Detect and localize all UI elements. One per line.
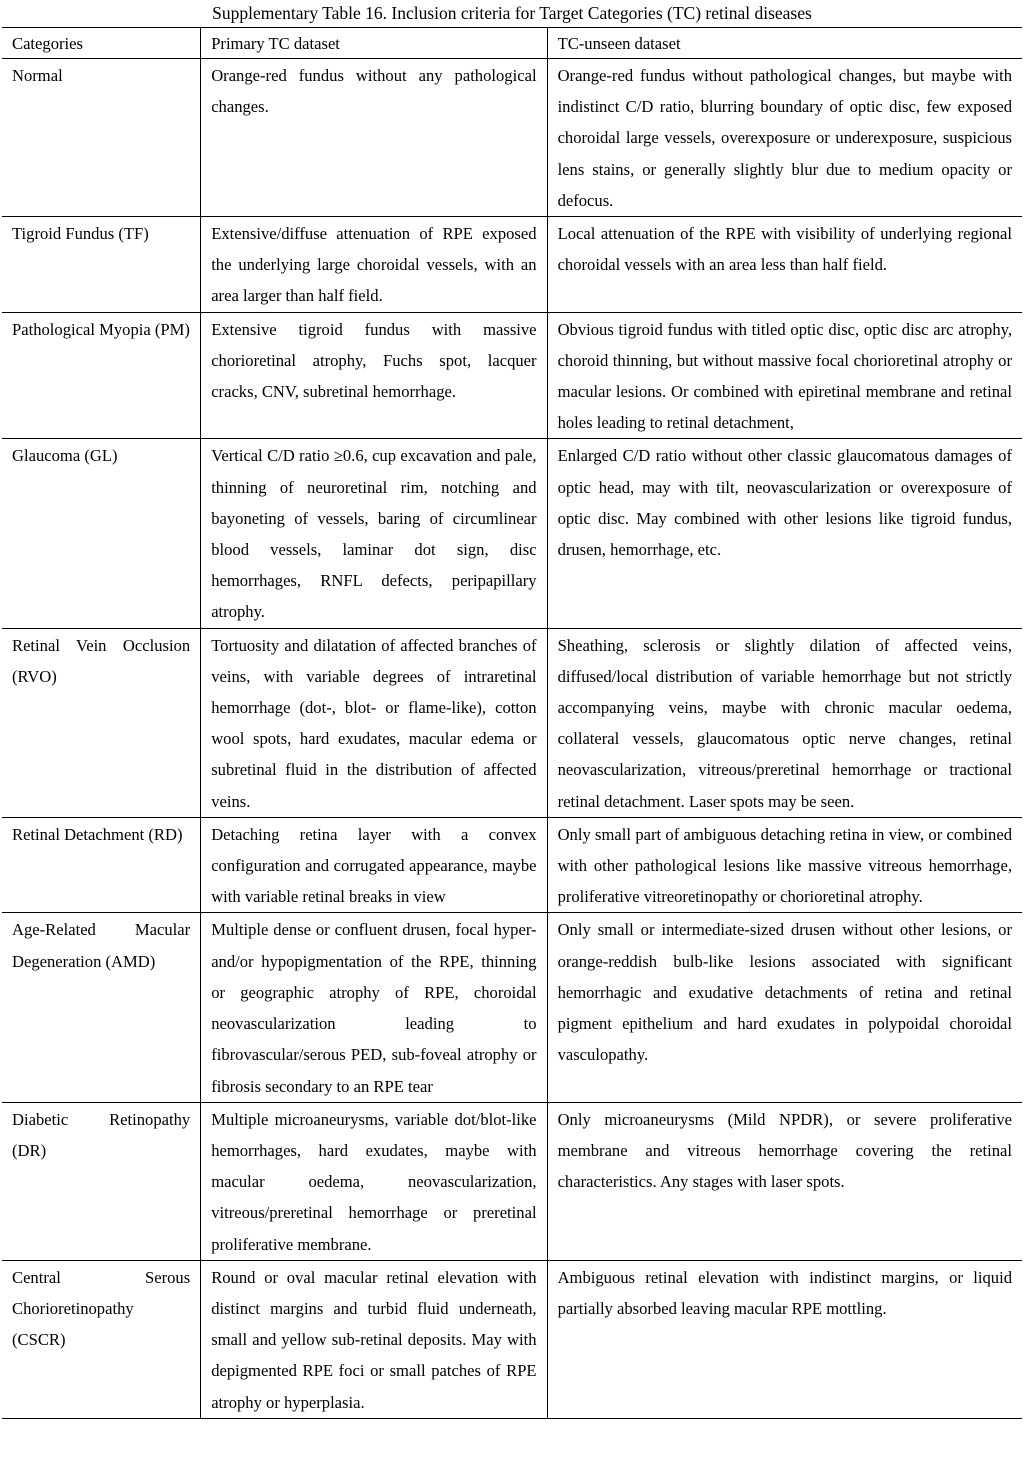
primary-criteria-cell: Detaching retina layer with a convex configuration and corrugated appearance, maybe with variable retinal breaks in view	[201, 817, 547, 913]
primary-criteria-cell: Orange-red fundus without any pathological changes.	[201, 59, 547, 217]
table-header-row	[2, 28, 1022, 59]
category-cell: Pathological Myopia (PM)	[2, 312, 201, 439]
table-row	[2, 439, 1022, 628]
primary-criteria-cell: Multiple dense or confluent drusen, focal hyper- and/or hypopigmentation of the RPE, thinning or geographic atrophy of RPE, choroidal neovascularization leading to fibrovascular/serous PED, sub-foveal atrophy or fibrosis secondary to an RPE tear	[201, 913, 547, 1102]
unseen-criteria-cell: Only small or intermediate-sized drusen without other lesions, or orange-reddish bulb-like lesions associated with significant hemorrhagic and exudative detachments of retina and retinal pigment epithelium and hard exudates in polypoidal choroidal vasculopathy.	[547, 913, 1022, 1102]
table-row	[2, 312, 1022, 439]
primary-criteria-cell: Extensive tigroid fundus with massive chorioretinal atrophy, Fuchs spot, lacquer cracks, CNV, subretinal hemorrhage.	[201, 312, 547, 439]
header-categories: Categories	[2, 28, 201, 59]
table-row	[2, 913, 1022, 1102]
category-cell: Glaucoma (GL)	[2, 439, 201, 628]
primary-criteria-cell: Tortuosity and dilatation of affected branches of veins, with variable degrees of intraretinal hemorrhage (dot-, blot- or flame-like), cotton wool spots, hard exudates, macular edema or subretinal fluid in the distribution of affected veins.	[201, 628, 547, 817]
unseen-criteria-cell: Enlarged C/D ratio without other classic glaucomatous damages of optic head, may with tilt, neovascularization or overexposure of optic disc. May combined with other lesions like tigroid fundus, drusen, hemorrhage, etc.	[547, 439, 1022, 628]
table-row	[2, 1260, 1022, 1418]
table-body	[2, 59, 1022, 1419]
primary-criteria-cell: Extensive/diffuse attenuation of RPE exposed the underlying large choroidal vessels, with an area larger than half field.	[201, 217, 547, 313]
table-caption: Supplementary Table 16. Inclusion criteria for Target Categories (TC) retinal diseases	[212, 3, 812, 23]
category-cell: Normal	[2, 59, 201, 217]
unseen-criteria-cell: Local attenuation of the RPE with visibility of underlying regional choroidal vessels with an area less than half field.	[547, 217, 1022, 313]
table-row	[2, 817, 1022, 913]
unseen-criteria-cell: Ambiguous retinal elevation with indistinct margins, or liquid partially absorbed leaving macular RPE mottling.	[547, 1260, 1022, 1418]
unseen-criteria-cell: Orange-red fundus without pathological changes, but maybe with indistinct C/D ratio, blurring boundary of optic disc, few exposed choroidal large vessels, overexposure or underexposure, suspicious lens stains, or generally slightly blur due to medium opacity or defocus.	[547, 59, 1022, 217]
primary-criteria-cell: Round or oval macular retinal elevation with distinct margins and turbid fluid underneath, small and yellow sub-retinal deposits. May with depigmented RPE foci or small patches of RPE atrophy or hyperplasia.	[201, 1260, 547, 1418]
primary-criteria-cell: Multiple microaneurysms, variable dot/blot-like hemorrhages, hard exudates, maybe with macular oedema, neovascularization, vitreous/preretinal hemorrhage or preretinal proliferative membrane.	[201, 1102, 547, 1260]
category-cell: Diabetic Retinopathy (DR)	[2, 1102, 201, 1260]
header-tc-unseen-dataset: TC-unseen dataset	[547, 28, 1022, 59]
category-cell: Central Serous Chorioretinopathy (CSCR)	[2, 1260, 201, 1418]
table-row	[2, 628, 1022, 817]
table-row	[2, 217, 1022, 313]
table-row	[2, 59, 1022, 217]
table-row	[2, 1102, 1022, 1260]
unseen-criteria-cell: Only small part of ambiguous detaching retina in view, or combined with other pathological lesions like massive vitreous hemorrhage, proliferative vitreoretinopathy or chorioretinal atrophy.	[547, 817, 1022, 913]
primary-criteria-cell: Vertical C/D ratio ≥0.6, cup excavation and pale, thinning of neuroretinal rim, notching and bayoneting of vessels, baring of circumlinear blood vessels, laminar dot sign, disc hemorrhages, RNFL defects, peripapillary atrophy.	[201, 439, 547, 628]
unseen-criteria-cell: Only microaneurysms (Mild NPDR), or severe proliferative membrane and vitreous hemorrhage covering the retinal characteristics. Any stages with laser spots.	[547, 1102, 1022, 1260]
category-cell: Age-Related Macular Degeneration (AMD)	[2, 913, 201, 1102]
inclusion-criteria-table	[2, 27, 1022, 1419]
unseen-criteria-cell: Obvious tigroid fundus with titled optic disc, optic disc arc atrophy, choroid thinning, but without massive focal chorioretinal atrophy or macular lesions. Or combined with epiretinal membrane and retinal holes leading to retinal detachment,	[547, 312, 1022, 439]
unseen-criteria-cell: Sheathing, sclerosis or slightly dilation of affected veins, diffused/local distribution of variable hemorrhage but not strictly accompanying veins, maybe with chronic macular oedema, collateral vessels, glaucomatous optic nerve changes, retinal neovascularization, vitreous/preretinal hemorrhage or tractional retinal detachment. Laser spots may be seen.	[547, 628, 1022, 817]
category-cell: Tigroid Fundus (TF)	[2, 217, 201, 313]
category-cell: Retinal Detachment (RD)	[2, 817, 201, 913]
category-cell: Retinal Vein Occlusion (RVO)	[2, 628, 201, 817]
header-primary-tc-dataset: Primary TC dataset	[201, 28, 547, 59]
